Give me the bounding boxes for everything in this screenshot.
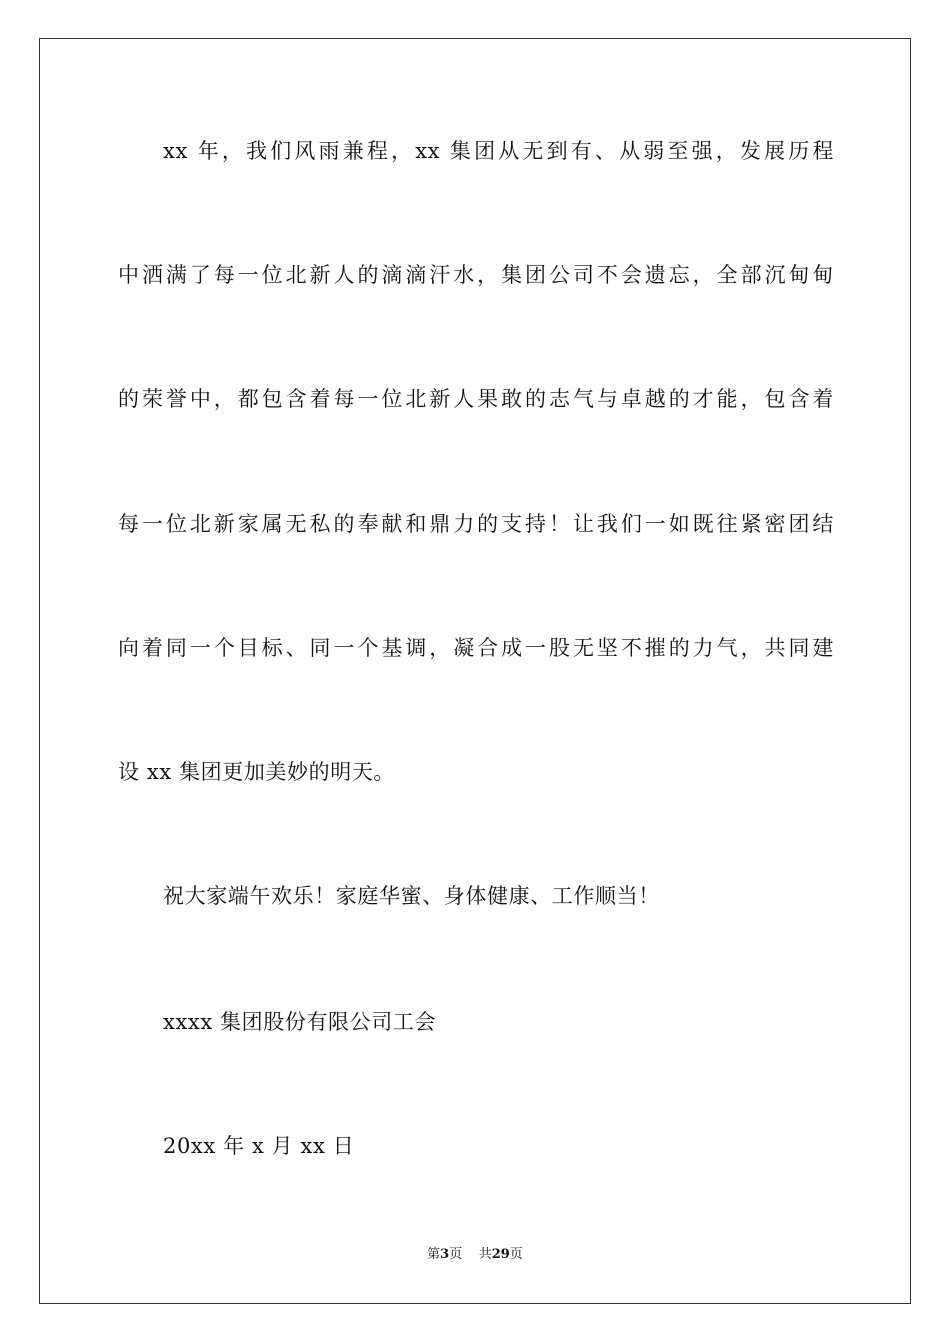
greeting-line: 祝大家端午欢乐！家庭华蜜、身体健康、工作顺当！: [163, 884, 660, 908]
signature-line: xxxx 集团股份有限公司工会: [163, 1010, 437, 1034]
paragraph-line-5: 向着同一个目标、同一个基调，凝合成一股无坚不摧的力气，共同建: [118, 636, 834, 660]
total-prefix: 共: [478, 1247, 492, 1262]
page-current: 3: [440, 1247, 450, 1262]
page-prefix: 第: [427, 1247, 441, 1262]
paragraph-line-3: 的荣誉中，都包含着每一位北新人果敢的志气与卓越的才能，包含着: [118, 387, 834, 411]
date-line: 20xx 年 x 月 xx 日: [163, 1134, 355, 1158]
page-border: [39, 38, 911, 1304]
paragraph-line-2: 中洒满了每一位北新人的滴滴汗水，集团公司不会遗忘，全部沉甸甸: [118, 263, 834, 287]
page-suffix: 页: [449, 1247, 463, 1262]
paragraph-line-6: 设 xx 集团更加美妙的明天。: [118, 760, 396, 784]
paragraph-line-1: xx 年，我们风雨兼程，xx 集团从无到有、从弱至强，发展历程: [163, 139, 834, 163]
page-footer: [0, 1246, 950, 1264]
paragraph-line-4: 每一位北新家属无私的奉献和鼎力的支持！让我们一如既往紧密团结: [118, 512, 834, 536]
total-suffix: 页: [509, 1247, 523, 1262]
page-total: 29: [491, 1247, 510, 1262]
